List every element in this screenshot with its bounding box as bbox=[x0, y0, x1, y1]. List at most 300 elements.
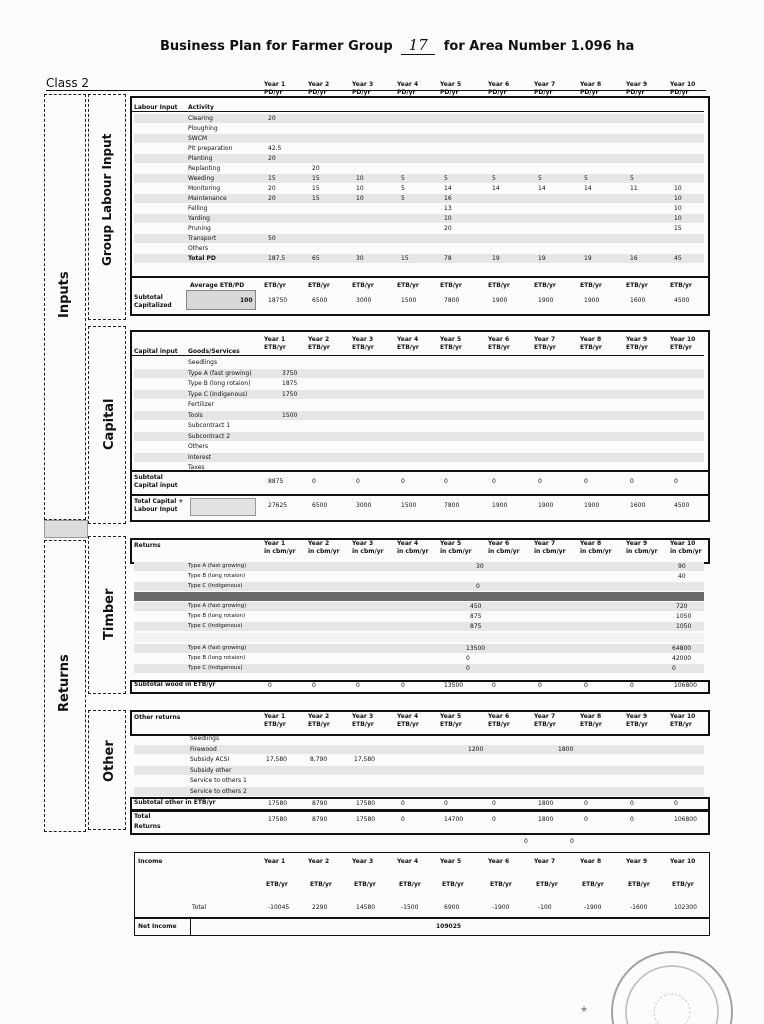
labour-value-8: 14 bbox=[584, 185, 592, 192]
other-year-8: Year 8 bbox=[580, 713, 602, 720]
capital-item: Fertilizer bbox=[188, 401, 214, 408]
timber-subtotal-8: 0 bbox=[584, 682, 588, 689]
labour-activity: Felling bbox=[188, 205, 208, 212]
other-row-stripe bbox=[134, 745, 704, 754]
labour-year-4: Year 4 bbox=[397, 81, 419, 88]
other-total-8: 0 bbox=[584, 816, 588, 823]
net-income-divider bbox=[190, 918, 191, 936]
capital-unit-2: ETB/yr bbox=[308, 344, 330, 351]
timber-price-type: Type B (long rotaion) bbox=[188, 613, 246, 619]
capital-item: Type A (fast growing) bbox=[188, 369, 252, 377]
other-unit-2: ETB/yr bbox=[308, 721, 330, 728]
capital-year-6: Year 6 bbox=[488, 336, 510, 343]
timber-unit-8: in cbm/yr bbox=[580, 548, 612, 555]
labour-value-2: 15 bbox=[312, 175, 320, 182]
other-item: Service to others 1 bbox=[190, 777, 247, 784]
other-subtotal-7: 1800 bbox=[538, 800, 554, 807]
labour-subtotal-3: 3000 bbox=[356, 297, 372, 304]
capital-year-7: Year 7 bbox=[534, 336, 556, 343]
timber-price-type: Type A (fast growing) bbox=[188, 603, 247, 609]
timber-subtotal-6: 0 bbox=[492, 682, 496, 689]
labour-activity: Pruning bbox=[188, 225, 211, 232]
timber-value-y10: 42000 bbox=[672, 655, 692, 662]
class-rule bbox=[46, 90, 706, 91]
timber-col1: Returns bbox=[134, 542, 161, 549]
labour-subtotal-2: 6500 bbox=[312, 297, 328, 304]
labour-activity: Weeding bbox=[188, 175, 215, 182]
timber-subtotal-box bbox=[130, 680, 710, 694]
capital-item: Type B (long rotaion) bbox=[188, 380, 251, 387]
income-year-6: Year 6 bbox=[488, 858, 510, 865]
capital-year-4: Year 4 bbox=[397, 336, 419, 343]
other-unit-9: ETB/yr bbox=[626, 721, 648, 728]
capital-subtotal-1: 8875 bbox=[268, 478, 284, 485]
capital-unit-6: ETB/yr bbox=[488, 344, 510, 351]
avg-label: Average ETB/PD bbox=[190, 282, 245, 289]
labour-subtotal-7: 1900 bbox=[538, 297, 554, 304]
subsidy-acsi-3: 17,580 bbox=[354, 756, 375, 763]
capital-total-8: 1900 bbox=[584, 502, 600, 509]
other-year-2: Year 2 bbox=[308, 713, 330, 720]
capital-year-2: Year 2 bbox=[308, 336, 330, 343]
capital-year-1: Year 1 bbox=[264, 336, 286, 343]
other-year-10: Year 10 bbox=[670, 713, 696, 720]
income-total-5: 6900 bbox=[444, 904, 460, 911]
title-prefix: Business Plan for Farmer Group bbox=[160, 39, 393, 54]
labour-subtotal-10: 4500 bbox=[674, 297, 690, 304]
timber-value-y10: 0 bbox=[672, 665, 676, 672]
labour-value-10: 45 bbox=[674, 255, 682, 262]
labour-value-5: 14 bbox=[444, 185, 452, 192]
labour-activity: Yarding bbox=[188, 215, 210, 222]
timber-subtotal-3: 0 bbox=[356, 682, 360, 689]
other-col1: Other returns bbox=[134, 714, 181, 721]
labour-header-rule bbox=[132, 111, 704, 112]
labour-etb-unit: ETB/yr bbox=[670, 282, 692, 289]
labour-etb-unit: ETB/yr bbox=[534, 282, 556, 289]
timber-unit-2: in cbm/yr bbox=[308, 548, 340, 555]
svg-text:★: ★ bbox=[580, 1005, 589, 1015]
labour-value-7: 14 bbox=[538, 185, 546, 192]
timber-price-y10: 1050 bbox=[676, 613, 692, 620]
labour-value-2: 15 bbox=[312, 185, 320, 192]
labour-year-3: Year 3 bbox=[352, 81, 374, 88]
labour-label: Group Labour Input bbox=[100, 133, 114, 266]
labour-unit-1: PD/yr bbox=[264, 89, 283, 96]
labour-unit-5: PD/yr bbox=[440, 89, 459, 96]
other-total-label: Total Returns bbox=[134, 813, 161, 830]
timber-cbm-y10: 90 bbox=[678, 563, 686, 570]
labour-row-stripe bbox=[134, 134, 704, 143]
income-year-10: Year 10 bbox=[670, 858, 696, 865]
capital-value: 1750 bbox=[282, 390, 298, 398]
inputs-label: Inputs bbox=[57, 271, 72, 318]
timber-value-y5: 0 bbox=[466, 665, 470, 672]
income-unit: ETB/yr bbox=[672, 881, 694, 888]
timber-year-10: Year 10 bbox=[670, 540, 696, 547]
labour-year-7: Year 7 bbox=[534, 81, 556, 88]
other-unit-4: ETB/yr bbox=[397, 721, 419, 728]
income-total-9: -1600 bbox=[630, 904, 648, 911]
timber-year-4: Year 4 bbox=[397, 540, 419, 547]
timber-price-y5: 875 bbox=[470, 613, 482, 620]
timber-unit-9: in cbm/yr bbox=[626, 548, 658, 555]
income-table bbox=[134, 852, 710, 918]
labour-subtotal-5: 7800 bbox=[444, 297, 460, 304]
other-subtotal-4: 0 bbox=[401, 800, 405, 807]
below-value-1: 0 bbox=[524, 838, 528, 845]
timber-subtotal-7: 0 bbox=[538, 682, 542, 689]
other-total-6: 0 bbox=[492, 816, 496, 823]
income-label: Income bbox=[138, 858, 163, 865]
labour-value-8: 5 bbox=[584, 175, 588, 182]
other-unit-7: ETB/yr bbox=[534, 721, 556, 728]
income-unit: ETB/yr bbox=[310, 881, 332, 888]
income-total-8: -1900 bbox=[584, 904, 602, 911]
capital-item: Tools bbox=[188, 411, 203, 419]
page-title bbox=[160, 36, 634, 55]
timber-cbm-type: Type C (Indigenous) bbox=[188, 583, 243, 589]
labour-row-stripe bbox=[134, 234, 704, 243]
capital-item: Interest bbox=[188, 453, 212, 461]
income-year-5: Year 5 bbox=[440, 858, 462, 865]
labour-value-9: 11 bbox=[630, 185, 638, 192]
labour-value-10: 10 bbox=[674, 185, 682, 192]
capital-subtotal-2: 0 bbox=[312, 478, 316, 485]
labour-value-10: 10 bbox=[674, 195, 682, 202]
capital-total-6: 1900 bbox=[492, 502, 508, 509]
labour-unit-3: PD/yr bbox=[352, 89, 371, 96]
capital-row-stripe bbox=[134, 453, 704, 462]
timber-year-1: Year 1 bbox=[264, 540, 286, 547]
other-subtotal-label: Subtotal other in ETB/yr bbox=[134, 799, 216, 806]
other-subtotal-9: 0 bbox=[630, 800, 634, 807]
timber-unit-1: in cbm/yr bbox=[264, 548, 296, 555]
capital-item: Subcontract 1 bbox=[188, 422, 231, 429]
timber-price-y10: 1050 bbox=[676, 623, 692, 630]
capital-subtotal-10: 0 bbox=[674, 478, 678, 485]
capital-year-10: Year 10 bbox=[670, 336, 696, 343]
income-year-3: Year 3 bbox=[352, 858, 374, 865]
labour-etb-unit: ETB/yr bbox=[308, 282, 330, 289]
income-year-1: Year 1 bbox=[264, 858, 286, 865]
other-total-9: 0 bbox=[630, 816, 634, 823]
other-unit-10: ETB/yr bbox=[670, 721, 692, 728]
labour-subtotal-4: 1500 bbox=[401, 297, 417, 304]
capital-year-5: Year 5 bbox=[440, 336, 462, 343]
net-income-label: Net Income bbox=[138, 923, 177, 930]
labour-activity: Ploughing bbox=[188, 125, 218, 132]
capital-subtotal-9: 0 bbox=[630, 478, 634, 485]
labour-etb-unit: ETB/yr bbox=[626, 282, 648, 289]
other-item: Seedlings bbox=[190, 735, 220, 742]
other-year-5: Year 5 bbox=[440, 713, 462, 720]
timber-year-7: Year 7 bbox=[534, 540, 556, 547]
timber-cbm-y5: 30 bbox=[476, 563, 484, 570]
labour-etb-unit: ETB/yr bbox=[440, 282, 462, 289]
labour-activity: Monitoring bbox=[188, 185, 221, 192]
labour-value-9: 5 bbox=[630, 175, 634, 182]
capital-value: 1500 bbox=[282, 411, 298, 419]
labour-value-1: 187.5 bbox=[268, 255, 286, 262]
other-subtotal-3: 17580 bbox=[356, 800, 376, 807]
labour-value-2: 65 bbox=[312, 255, 320, 262]
capital-header-rule bbox=[132, 355, 704, 356]
labour-unit-2: PD/yr bbox=[308, 89, 327, 96]
labour-value-7: 5 bbox=[538, 175, 542, 182]
labour-value-1: 42.5 bbox=[268, 145, 282, 152]
timber-value-type: Type B (long rotaion) bbox=[188, 655, 246, 661]
labour-value-3: 30 bbox=[356, 255, 364, 262]
labour-row-stripe bbox=[134, 254, 704, 263]
labour-year-9: Year 9 bbox=[626, 81, 648, 88]
labour-activity: Transport bbox=[188, 235, 217, 242]
other-item: Subsidy ACSI bbox=[190, 756, 230, 763]
labour-etb-unit: ETB/yr bbox=[580, 282, 602, 289]
capital-unit-5: ETB/yr bbox=[440, 344, 462, 351]
timber-subtotal-10: 106800 bbox=[674, 682, 697, 689]
capital-unit-1: ETB/yr bbox=[264, 344, 286, 351]
avg-value: 100 bbox=[240, 297, 253, 304]
labour-subtotal-8: 1900 bbox=[584, 297, 600, 304]
firewood-y7: 1800 bbox=[558, 746, 574, 753]
official-seal bbox=[562, 930, 762, 1024]
other-header-box bbox=[130, 710, 710, 736]
timber-unit-6: in cbm/yr bbox=[488, 548, 520, 555]
capital-subtotal-5: 0 bbox=[444, 478, 448, 485]
labour-year-5: Year 5 bbox=[440, 81, 462, 88]
labour-activity: SWCM bbox=[188, 135, 208, 142]
other-total-1: 17580 bbox=[268, 816, 288, 823]
labour-etb-unit: ETB/yr bbox=[264, 282, 286, 289]
labour-col1: Labour Input bbox=[134, 104, 178, 111]
capital-total-10: 4500 bbox=[674, 502, 690, 509]
labour-etb-unit: ETB/yr bbox=[397, 282, 419, 289]
timber-cbm-y5: 0 bbox=[476, 583, 480, 590]
other-subtotal-8: 0 bbox=[584, 800, 588, 807]
other-year-3: Year 3 bbox=[352, 713, 374, 720]
capital-subtotal-label: Subtotal Capital input bbox=[134, 474, 178, 489]
income-year-9: Year 9 bbox=[626, 858, 648, 865]
timber-subtotal-5: 13500 bbox=[444, 682, 464, 689]
timber-cbm-y10: 40 bbox=[678, 573, 686, 580]
labour-value-1: 20 bbox=[268, 115, 276, 122]
capital-total-4: 1500 bbox=[401, 502, 417, 509]
timber-year-2: Year 2 bbox=[308, 540, 330, 547]
labour-activity: Replanting bbox=[188, 165, 221, 172]
labour-value-3: 10 bbox=[356, 195, 364, 202]
labour-unit-9: PD/yr bbox=[626, 89, 645, 96]
income-total-10: 102300 bbox=[674, 904, 697, 911]
timber-year-6: Year 6 bbox=[488, 540, 510, 547]
other-item: Firewood bbox=[190, 745, 217, 753]
other-year-1: Year 1 bbox=[264, 713, 286, 720]
other-total-2: 8790 bbox=[312, 816, 328, 823]
capital-subtotal-7: 0 bbox=[538, 478, 542, 485]
labour-year-10: Year 10 bbox=[670, 81, 696, 88]
title-suffix: for Area Number 1.096 ha bbox=[443, 39, 635, 54]
timber-cbm-type: Type A (fast growing) bbox=[188, 563, 247, 569]
labour-subtotal-9: 1600 bbox=[630, 297, 646, 304]
income-total-4: -1500 bbox=[401, 904, 419, 911]
capital-subtotal-6: 0 bbox=[492, 478, 496, 485]
timber-subtotal-label: Subtotal wood in ETB/yr bbox=[134, 681, 216, 688]
other-unit-6: ETB/yr bbox=[488, 721, 510, 728]
other-total-3: 17580 bbox=[356, 816, 376, 823]
labour-value-4: 15 bbox=[401, 255, 409, 262]
labour-activity: Pit preparation bbox=[188, 145, 233, 152]
labour-value-6: 19 bbox=[492, 255, 500, 262]
grey-swatch bbox=[44, 520, 88, 538]
other-total-10: 106800 bbox=[674, 816, 697, 823]
timber-subtotal-9: 0 bbox=[630, 682, 634, 689]
other-total-5: 14700 bbox=[444, 816, 464, 823]
other-unit-1: ETB/yr bbox=[264, 721, 286, 728]
labour-col2: Activity bbox=[188, 104, 214, 111]
timber-year-3: Year 3 bbox=[352, 540, 374, 547]
other-unit-5: ETB/yr bbox=[440, 721, 462, 728]
income-unit: ETB/yr bbox=[536, 881, 558, 888]
labour-value-5: 78 bbox=[444, 255, 452, 262]
labour-activity: Planting bbox=[188, 155, 213, 162]
capital-row-stripe bbox=[134, 411, 704, 420]
income-unit: ETB/yr bbox=[442, 881, 464, 888]
labour-value-5: 20 bbox=[444, 225, 452, 232]
timber-unit-5: in cbm/yr bbox=[440, 548, 472, 555]
labour-value-2: 20 bbox=[312, 165, 320, 172]
capital-item: Subcontract 2 bbox=[188, 432, 231, 440]
timber-dark-band bbox=[134, 592, 704, 601]
timber-year-9: Year 9 bbox=[626, 540, 648, 547]
labour-value-10: 10 bbox=[674, 215, 682, 222]
firewood-y5: 1200 bbox=[468, 746, 484, 753]
capital-subtotal-4: 0 bbox=[401, 478, 405, 485]
income-year-2: Year 2 bbox=[308, 858, 330, 865]
other-unit-8: ETB/yr bbox=[580, 721, 602, 728]
labour-value-1: 15 bbox=[268, 175, 276, 182]
timber-unit-7: in cbm/yr bbox=[534, 548, 566, 555]
timber-subtotal-1: 0 bbox=[268, 682, 272, 689]
labour-subtotal-6: 1900 bbox=[492, 297, 508, 304]
labour-unit-6: PD/yr bbox=[488, 89, 507, 96]
capital-item: Others bbox=[188, 443, 209, 450]
other-total-box bbox=[130, 809, 710, 835]
timber-subtotal-2: 0 bbox=[312, 682, 316, 689]
labour-activity: Others bbox=[188, 245, 209, 252]
labour-value-1: 20 bbox=[268, 185, 276, 192]
capital-total-shade bbox=[190, 498, 256, 516]
timber-subtotal-4: 0 bbox=[401, 682, 405, 689]
capital-unit-8: ETB/yr bbox=[580, 344, 602, 351]
other-year-7: Year 7 bbox=[534, 713, 556, 720]
labour-value-4: 5 bbox=[401, 175, 405, 182]
labour-value-5: 10 bbox=[444, 215, 452, 222]
subsidy-acsi-2: 8,790 bbox=[310, 756, 328, 763]
income-unit: ETB/yr bbox=[628, 881, 650, 888]
income-year-8: Year 8 bbox=[580, 858, 602, 865]
labour-activity: Total PD bbox=[188, 255, 216, 262]
labour-year-2: Year 2 bbox=[308, 81, 330, 88]
labour-row-stripe bbox=[134, 174, 704, 183]
labour-value-10: 15 bbox=[674, 225, 682, 232]
capital-total-1: 27625 bbox=[268, 502, 288, 509]
timber-value-type: Type A (fast growing) bbox=[188, 645, 247, 651]
capital-total-5: 7800 bbox=[444, 502, 460, 509]
other-year-9: Year 9 bbox=[626, 713, 648, 720]
income-total-6: -1900 bbox=[492, 904, 510, 911]
labour-unit-4: PD/yr bbox=[397, 89, 416, 96]
timber-year-5: Year 5 bbox=[440, 540, 462, 547]
other-subtotal-10: 0 bbox=[674, 800, 678, 807]
capital-unit-3: ETB/yr bbox=[352, 344, 374, 351]
other-total-4: 0 bbox=[401, 816, 405, 823]
timber-value-y10: 64800 bbox=[672, 645, 692, 652]
timber-value-y5: 13500 bbox=[466, 645, 486, 652]
capital-subtotal-box bbox=[130, 470, 710, 496]
capital-total-label: Total Capital + Labour Input bbox=[134, 498, 184, 513]
other-subtotal-2: 8790 bbox=[312, 800, 328, 807]
income-total-3: 14580 bbox=[356, 904, 376, 911]
capital-item: Taxes bbox=[188, 464, 205, 471]
labour-unit-10: PD/yr bbox=[670, 89, 689, 96]
class-label: Class 2 bbox=[46, 76, 90, 90]
labour-value-5: 16 bbox=[444, 195, 452, 202]
capital-unit-7: ETB/yr bbox=[534, 344, 556, 351]
capital-subtotal-8: 0 bbox=[584, 478, 588, 485]
timber-label: Timber bbox=[102, 588, 117, 640]
group-number-handwritten: 17 bbox=[401, 36, 435, 55]
timber-cbm-type: Type B (long rotaion) bbox=[188, 573, 246, 579]
capital-total-7: 1900 bbox=[538, 502, 554, 509]
labour-value-1: 20 bbox=[268, 195, 276, 202]
income-total-2: 2290 bbox=[312, 904, 328, 911]
timber-price-y10: 720 bbox=[676, 603, 688, 610]
other-year-6: Year 6 bbox=[488, 713, 510, 720]
labour-value-1: 50 bbox=[268, 235, 276, 242]
timber-unit-10: in cbm/yr bbox=[670, 548, 702, 555]
other-subtotal-6: 0 bbox=[492, 800, 496, 807]
other-subtotal-1: 17580 bbox=[268, 800, 288, 807]
income-unit: ETB/yr bbox=[582, 881, 604, 888]
labour-row-stripe bbox=[134, 114, 704, 123]
labour-value-10: 10 bbox=[674, 205, 682, 212]
capital-value: 3750 bbox=[282, 369, 298, 377]
income-unit: ETB/yr bbox=[354, 881, 376, 888]
income-unit: ETB/yr bbox=[490, 881, 512, 888]
capital-col1: Capital input bbox=[134, 348, 178, 355]
returns-label: Returns bbox=[57, 654, 72, 712]
labour-row-stripe bbox=[134, 214, 704, 223]
labour-value-5: 13 bbox=[444, 205, 452, 212]
other-subtotal-5: 0 bbox=[444, 800, 448, 807]
timber-unit-3: in cbm/yr bbox=[352, 548, 384, 555]
timber-value-type: Type C (Indigenous) bbox=[188, 665, 243, 671]
income-total-7: -100 bbox=[538, 904, 552, 911]
labour-year-6: Year 6 bbox=[488, 81, 510, 88]
capital-col2: Goods/Services bbox=[188, 348, 240, 355]
labour-value-2: 15 bbox=[312, 195, 320, 202]
labour-row-stripe bbox=[134, 154, 704, 163]
labour-value-9: 16 bbox=[630, 255, 638, 262]
capital-total-3: 3000 bbox=[356, 502, 372, 509]
capital-total-2: 6500 bbox=[312, 502, 328, 509]
labour-activity: Maintenance bbox=[188, 195, 227, 202]
labour-unit-8: PD/yr bbox=[580, 89, 599, 96]
net-income-value: 109025 bbox=[436, 923, 462, 930]
labour-subtotal-1: 18750 bbox=[268, 297, 288, 304]
subsidy-acsi-1: 17,580 bbox=[266, 756, 287, 763]
capital-unit-10: ETB/yr bbox=[670, 344, 692, 351]
